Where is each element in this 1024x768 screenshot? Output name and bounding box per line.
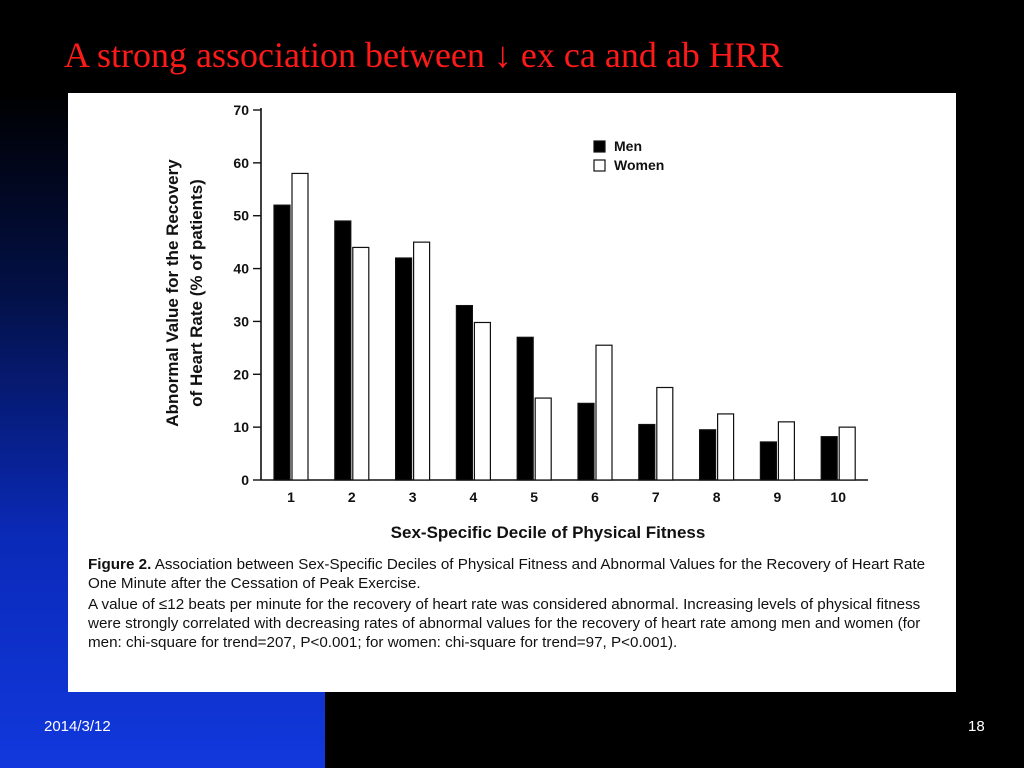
y-tick-label: 50 (233, 207, 249, 224)
x-tick-label: 9 (773, 489, 782, 505)
x-tick-label: 8 (712, 489, 721, 505)
bar-women-decile-5 (535, 398, 551, 480)
legend-swatch-women (594, 160, 605, 171)
y-tick-label: 30 (233, 313, 249, 330)
y-tick-label: 70 (233, 102, 249, 118)
bar-women-decile-3 (414, 242, 430, 480)
x-axis-label: Sex-Specific Decile of Physical Fitness (390, 523, 706, 542)
legend-label-men: Men (614, 138, 642, 154)
figure-label: Figure 2. (88, 556, 152, 573)
bar-men-decile-9 (760, 442, 776, 480)
caption-body: A value of ≤12 beats per minute for the recovery of heart rate was considered abnormal. Increasing levels of physical fitness were strongly correlated with decreasing rates of abnormal values for the recovery of heart rate among men and women (for men: chi-square for trend=207, P<0.001; for women: chi-square for trend=97, P<0.001). (88, 596, 921, 651)
y-tick-label: 40 (233, 260, 249, 277)
x-tick-label: 1 (287, 489, 295, 505)
x-tick-label: 4 (469, 489, 478, 505)
bar-men-decile-2 (335, 221, 351, 480)
bar-men-decile-5 (517, 337, 533, 480)
bar-women-decile-6 (596, 345, 612, 480)
x-tick-label: 6 (591, 489, 599, 505)
caption-heading: Association between Sex-Specific Deciles of Physical Fitness and Abnormal Values for the Recovery of Heart Rate One Minute after the Cessation of Peak Exercise. (88, 556, 926, 592)
y-axis-label-line: Abnormal Value for the Recovery (163, 159, 182, 427)
footer-date: 2014/3/12 (44, 718, 111, 735)
y-tick-label: 10 (233, 419, 249, 436)
bar-men-decile-3 (396, 258, 412, 480)
x-tick-label: 7 (651, 489, 660, 505)
bar-women-decile-4 (474, 322, 490, 480)
bar-women-decile-1 (292, 173, 308, 480)
bar-women-decile-2 (353, 247, 369, 480)
bar-women-decile-9 (778, 422, 794, 480)
y-axis-label-line: of Heart Rate (% of patients) (187, 179, 206, 407)
bar-women-decile-8 (718, 414, 734, 480)
bar-men-decile-4 (456, 306, 472, 480)
slide-background-bottom (325, 692, 1024, 768)
y-tick-label: 20 (233, 366, 249, 383)
footer-page-number: 18 (968, 718, 985, 735)
legend-swatch-men (594, 141, 605, 152)
x-tick-label: 2 (347, 489, 356, 505)
slide-title: A strong association between ↓ ex ca and ab HRR (64, 35, 783, 75)
bar-women-decile-7 (657, 388, 673, 481)
bar-chart (68, 93, 956, 548)
bar-men-decile-10 (821, 437, 837, 480)
x-tick-label: 10 (830, 489, 846, 505)
bar-men-decile-8 (700, 430, 716, 480)
bar-women-decile-10 (839, 427, 855, 480)
x-tick-label: 5 (530, 489, 539, 505)
bar-men-decile-6 (578, 403, 594, 480)
legend-label-women: Women (614, 157, 665, 173)
y-tick-label: 60 (233, 154, 249, 171)
x-tick-label: 3 (408, 489, 417, 505)
bar-men-decile-1 (274, 205, 290, 480)
figure-panel (68, 93, 956, 692)
caption-heading-paragraph (88, 555, 943, 593)
bar-men-decile-7 (639, 425, 655, 481)
y-tick-label: 0 (241, 472, 249, 488)
figure-caption (88, 555, 943, 654)
